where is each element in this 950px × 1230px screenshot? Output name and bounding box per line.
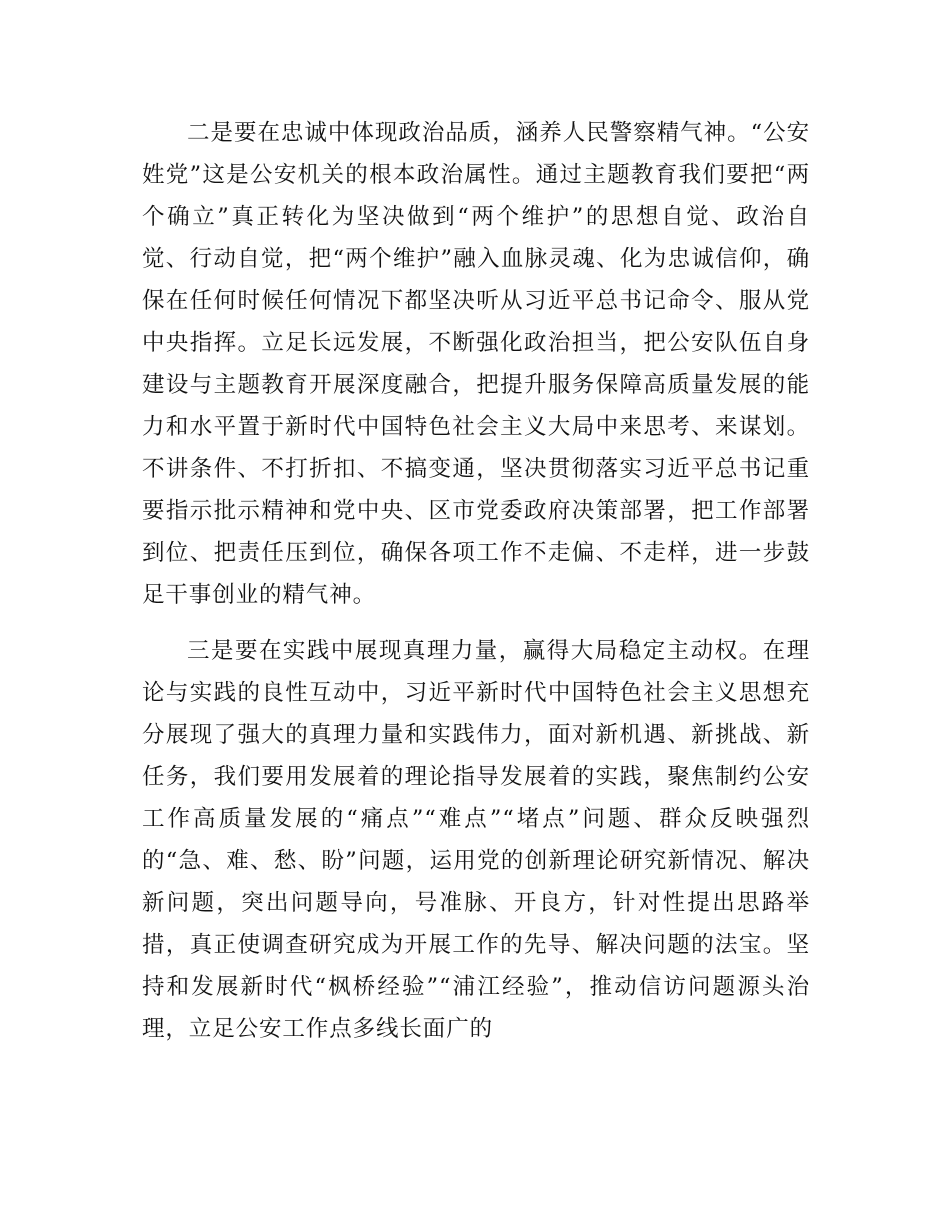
paragraph-3: 三是要在实践中展现真理力量，赢得大局稳定主动权。在理论与实践的良性互动中，习近平新时代中国特色社会主义思想充分展现了强大的真理力量和实践伟力，面对新机遇、新挑战、新任务，我们要用发展着的理论指导发展着的实践，聚焦制约公安工作高质量发展的“痛点”“难点”“堵点”问题、群众反映强烈的“急、难、愁、盼”问题，运用党的创新理论研究新情况、解决新问题，突出问题导向，号准脉、开良方，针对性提出思路举措，真正使调查研究成为开展工作的先导、解决问题的法宝。坚持和发展新时代“枫桥经验”“浦江经验”，推动信访问题源头治理，立足公安工作点多线长面广的 [142,638,810,1042]
paragraph-2: 二是要在忠诚中体现政治品质，涵养人民警察精气神。“公安姓党”这是公安机关的根本政治属性。通过主题教育我们要把“两个确立”真正转化为坚决做到“两个维护”的思想自觉、政治自觉、行动自觉，把“两个维护”融入血脉灵魂、化为忠诚信仰，确保在任何时候任何情况下都坚决听从习近平总书记命令、服从党中央指挥。立足长远发展，不断强化政治担当，把公安队伍自身建设与主题教育开展深度融合，把提升服务保障高质量发展的能力和水平置于新时代中国特色社会主义大局中来思考、来谋划。不讲条件、不打折扣、不搞变通，坚决贯彻落实习近平总书记重要指示批示精神和党中央、区市党委政府决策部署，把工作部署到位、把责任压到位，确保各项工作不走偏、不走样，进一步鼓足干事创业的精气神。 [142,120,810,608]
document-page [142,112,810,1050]
